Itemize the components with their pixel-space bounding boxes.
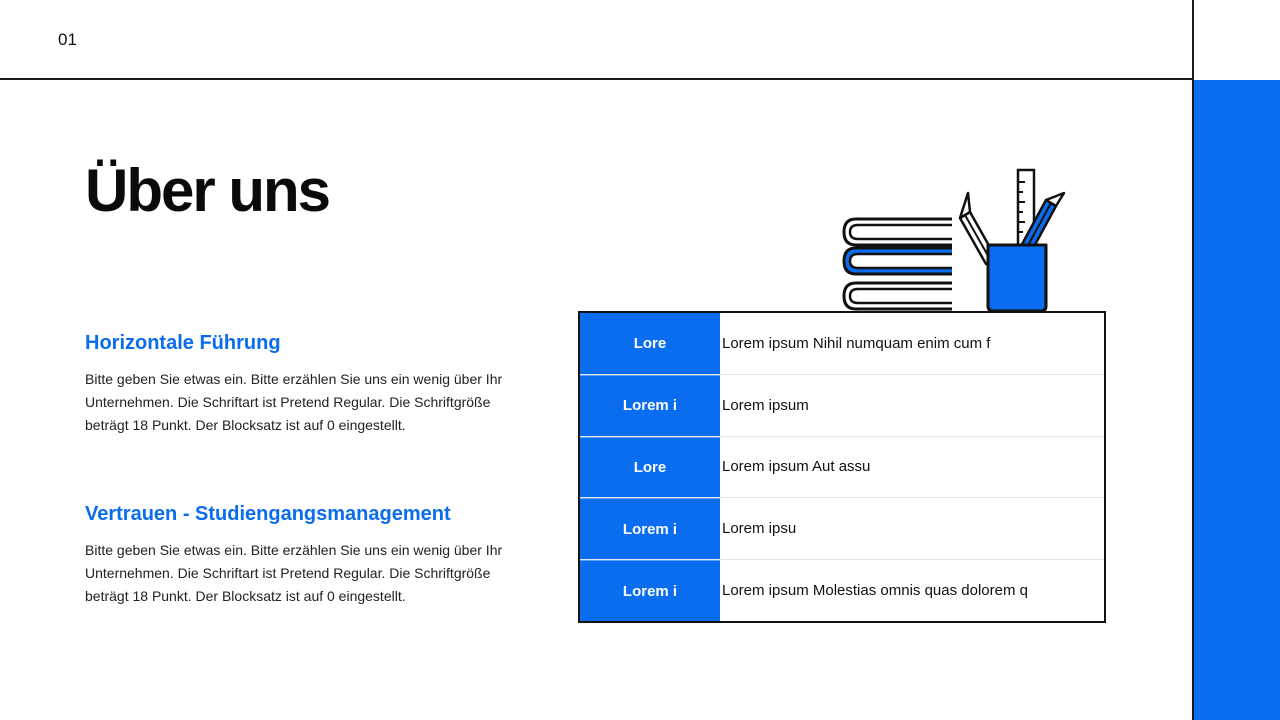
accent-side-bar [1194, 80, 1280, 720]
page-title: Über uns [85, 157, 330, 224]
table-value-cell: Lorem ipsum Aut assu [722, 458, 871, 476]
table-row [580, 313, 1104, 374]
table-key-cell: Lorem i [580, 498, 720, 559]
section-trust-management [85, 503, 515, 608]
table-row [580, 374, 1104, 436]
table-key-cell: Lore [580, 437, 720, 498]
table-key-cell: Lore [580, 313, 720, 374]
table-key-cell: Lorem i [580, 375, 720, 436]
table-row [580, 436, 1104, 498]
page-number: 01 [58, 30, 77, 49]
section-body: Bitte geben Sie etwas ein. Bitte erzählen Sie uns ein wenig über Ihr Unternehmen. Die Schriftart ist Pretend Regular. Die Schriftgröße beträgt 18 Punkt. Der Blocksatz ist auf 0 eingestellt. [85, 542, 503, 604]
section-body: Bitte geben Sie etwas ein. Bitte erzählen Sie uns ein wenig über Ihr Unternehmen. Die Schriftart ist Pretend Regular. Die Schriftgröße beträgt 18 Punkt. Der Blocksatz ist auf 0 eingestellt. [85, 371, 503, 433]
section-heading: Vertrauen - Studiengangsmanagement [85, 503, 451, 525]
info-table [578, 311, 1106, 623]
table-value-cell: Lorem ipsum Molestias omnis quas dolorem q [722, 582, 1028, 600]
table-row [580, 497, 1104, 559]
stationery-illustration [838, 166, 1070, 314]
table-row [580, 559, 1104, 621]
pencil-cup-icon [988, 245, 1046, 311]
section-horizontal-leadership [85, 332, 515, 437]
books-stack-icon [844, 219, 952, 309]
table-value-cell: Lorem ipsu [722, 520, 797, 538]
header-divider [0, 78, 1194, 80]
table-value-cell: Lorem ipsum Nihil numquam enim cum f [722, 334, 991, 352]
section-heading: Horizontale Führung [85, 332, 281, 354]
table-key-cell: Lorem i [580, 560, 720, 621]
table-value-cell: Lorem ipsum [722, 396, 809, 414]
